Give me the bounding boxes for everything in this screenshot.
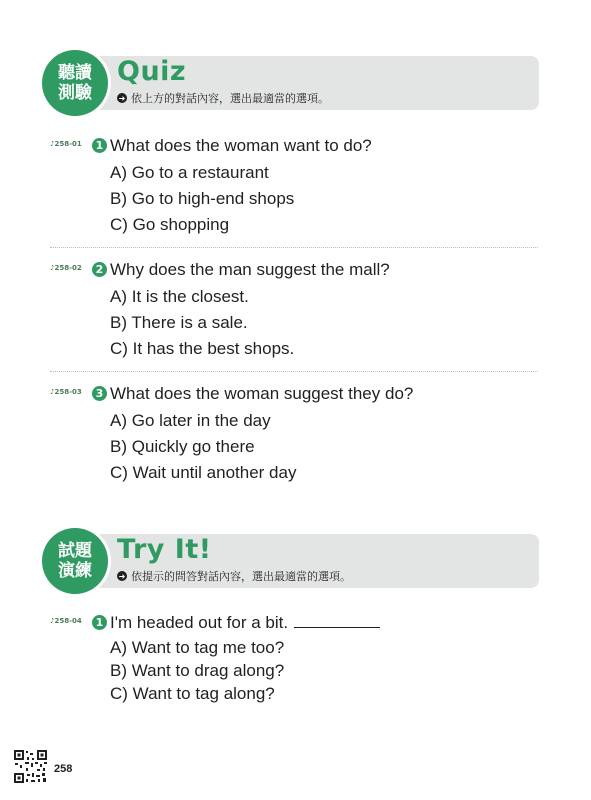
track-number: 258-04 [54, 617, 82, 625]
track-number: 258-03 [54, 388, 82, 396]
quiz-instruction-text: 依上方的對話內容，選出最適當的選項。 [131, 92, 329, 105]
arrow-right-icon: ➜ [118, 93, 126, 103]
try-it-header [42, 528, 539, 594]
music-note-icon: ♪ [50, 140, 55, 148]
try-it-instruction-text: 依提示的問答對話內容，選出最適當的選項。 [131, 570, 351, 583]
music-note-icon: ♪ [50, 617, 55, 625]
try-it-title: Try It! [117, 534, 212, 565]
question-number: 1 [92, 138, 107, 153]
page-number: 258 [54, 763, 73, 775]
option-a[interactable]: A) It is the closest. [110, 287, 249, 306]
option-c[interactable]: C) Go shopping [110, 215, 230, 234]
quiz-badge [42, 50, 108, 116]
music-note-icon: ♪ [50, 264, 55, 272]
question-number: 2 [92, 262, 107, 277]
option-a[interactable]: A) Want to tag me too? [110, 638, 285, 657]
try-it-badge [42, 528, 108, 594]
audio-track-label[interactable] [50, 617, 82, 625]
answer-blank[interactable] [294, 613, 380, 628]
track-number: 258-02 [54, 264, 82, 272]
option-a[interactable]: A) Go to a restaurant [110, 163, 269, 182]
question-number: 3 [92, 386, 107, 401]
track-number: 258-01 [54, 140, 82, 148]
quiz-badge-text: 聽讀測驗 [58, 63, 92, 103]
option-b[interactable]: B) Quickly go there [110, 437, 255, 456]
question-text-content: I'm headed out for a bit. [110, 613, 289, 632]
question-number: 1 [92, 615, 107, 630]
divider [50, 371, 538, 372]
quiz-instruction [117, 90, 329, 106]
audio-track-label[interactable] [50, 140, 82, 148]
quiz-header [42, 50, 539, 116]
arrow-right-icon: ➜ [118, 571, 126, 581]
music-note-icon: ♪ [50, 388, 55, 396]
qr-code-icon[interactable] [13, 749, 48, 784]
option-b[interactable]: B) There is a sale. [110, 313, 248, 332]
question-text: What does the woman want to do? [110, 136, 372, 155]
try-it-instruction [117, 568, 351, 584]
audio-track-label[interactable] [50, 388, 82, 396]
question-text: What does the woman suggest they do? [110, 384, 414, 403]
option-b[interactable]: B) Want to drag along? [110, 661, 285, 680]
question-text: Why does the man suggest the mall? [110, 260, 390, 279]
audio-track-label[interactable] [50, 264, 82, 272]
divider [50, 247, 538, 248]
try-it-badge-text: 試題演練 [58, 541, 92, 581]
quiz-title: Quiz [117, 56, 187, 87]
option-c[interactable]: C) It has the best shops. [110, 339, 295, 358]
option-b[interactable]: B) Go to high-end shops [110, 189, 295, 208]
option-a[interactable]: A) Go later in the day [110, 411, 271, 430]
question-text [110, 613, 380, 633]
option-c[interactable]: C) Want to tag along? [110, 684, 275, 703]
option-c[interactable]: C) Wait until another day [110, 463, 297, 482]
